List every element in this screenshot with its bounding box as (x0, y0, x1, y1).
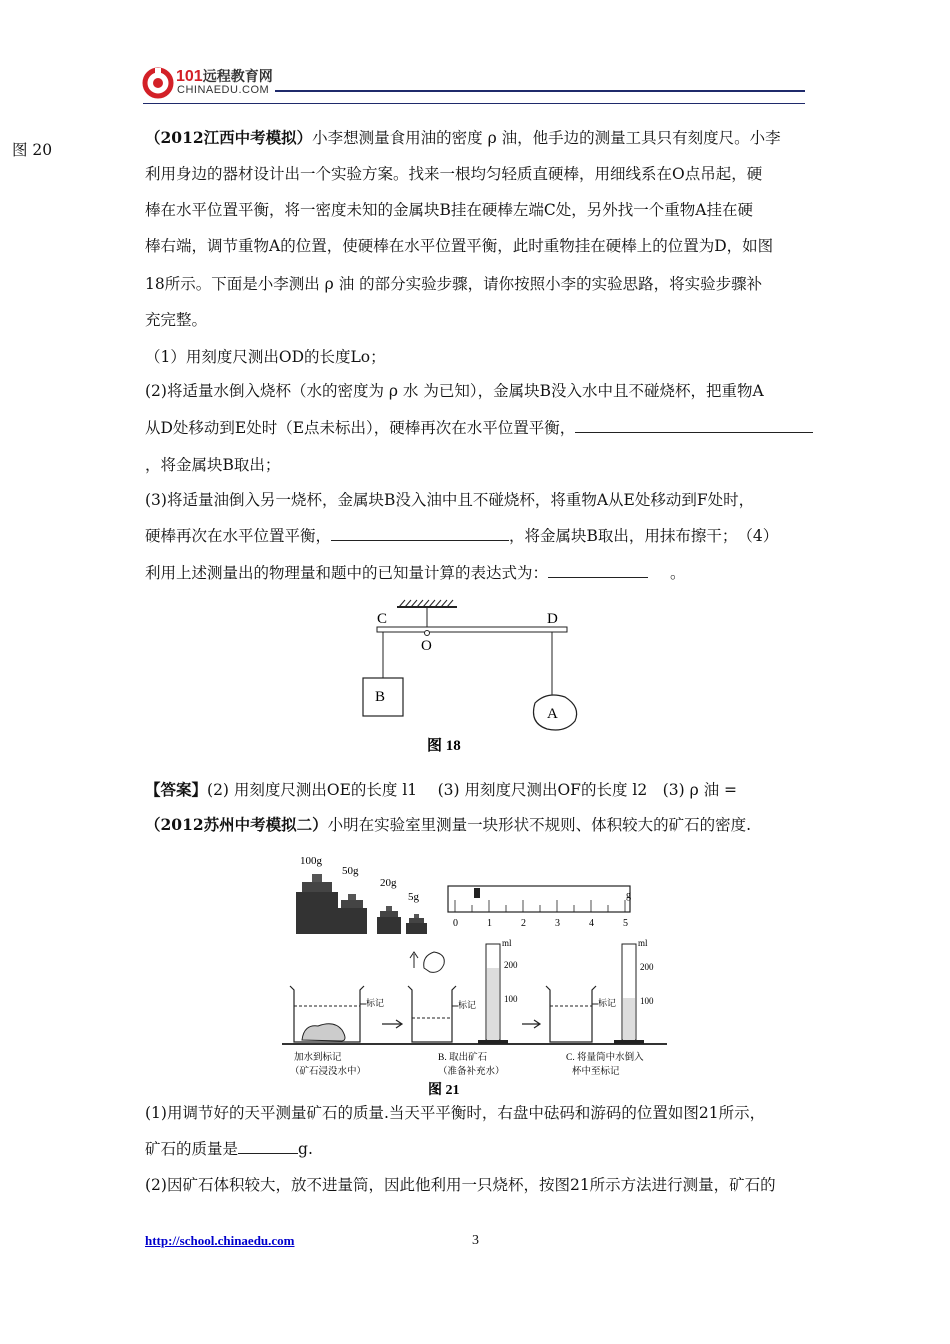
answer-blank-step2[interactable] (575, 418, 813, 433)
fig18-caption: 图 18 (427, 738, 461, 754)
q1-step2a: (2)将适量水倒入烧杯（水的密度为 ρ 水 为已知），金属块B没入水中且不碰烧杯，把重物A (145, 382, 764, 400)
q1-line-5: 充完整。 (145, 311, 208, 329)
answer-blank-mass[interactable] (238, 1139, 298, 1154)
header-rule (275, 90, 805, 92)
q1-step3b-pre: 硬棒再次在水平位置平衡， (145, 527, 332, 545)
q1-step2c: ，将金属块B取出； (145, 456, 281, 474)
q1-line-2: 棒在水平位置平衡，将一密度未知的金属块B挂在硬棒左端C处，另外找一个重物A挂在硬 (145, 201, 753, 219)
cylinder-2-ml: ml (638, 938, 648, 948)
beaker-a (290, 986, 384, 1042)
beaker-b (408, 952, 476, 1042)
weight-100g (296, 855, 338, 934)
logo-text: 远程教育网 (202, 68, 273, 84)
logo-domain: CHINAEDU.COM (177, 84, 270, 96)
cylinder-1-ml: ml (502, 938, 512, 948)
cylinder-1-200: 200 (504, 960, 518, 970)
figure-18 (355, 595, 585, 760)
ruler-tick-4: 4 (589, 918, 594, 929)
q2-part1b-post: g. (298, 1140, 313, 1158)
caption-a-1: 加水到标记 (294, 1053, 342, 1063)
answer-prefix: 【答案】 (145, 780, 208, 799)
mark-label-c: 标记 (598, 998, 617, 1008)
q1-step1: （1）用刻度尺测出OD的长度Lo； (145, 348, 386, 366)
weight-label-50g: 50g (342, 865, 359, 877)
cylinder-2-200: 200 (640, 962, 654, 972)
q1-step2b: 从D处移动到E处时（E点未标出），硬棒再次在水平位置平衡， (145, 419, 576, 437)
answer-text: (2) 用刻度尺测出OE的长度 l1 (3) 用刻度尺测出OF的长度 l2 (3) ρ 油 = (207, 781, 738, 799)
answer-blank-step3[interactable] (331, 526, 509, 541)
fig18-label-o: O (421, 638, 432, 654)
weight-20g (377, 877, 401, 934)
caption-c-2: 杯中至标记 (572, 1067, 620, 1077)
caption-c-1: C. 将量筒中水倒入 (566, 1053, 644, 1063)
q1-step4-pre: 利用上述测量出的物理量和题中的已知量计算的表达式为： (145, 564, 549, 582)
cylinder-1-100: 100 (504, 994, 518, 1004)
logo-icon (143, 68, 173, 98)
q1-line-4: 18所示。下面是小李测出 ρ 油 的部分实验步骤，请你按照小李的实验思路，将实验步骤补 (145, 275, 763, 293)
q1-line-3: 棒右端，调节重物A的位置，使硬棒在水平位置平衡，此时重物挂在硬棒上的位置为D，如图 (145, 237, 774, 255)
page-number: 3 (472, 1233, 479, 1248)
q1-source: （2012江西中考模拟） (145, 128, 313, 147)
side-label: 图 20 (12, 141, 53, 159)
q1-step3b-post: ，将金属块B取出，用抹布擦干； （4） (509, 527, 779, 545)
caption-a-2: （矿石浸没水中） (290, 1067, 367, 1077)
footer-link[interactable]: http://school.chinaedu.com (145, 1233, 295, 1248)
caption-b-1: B. 取出矿石 (438, 1053, 488, 1063)
weight-label-100g: 100g (300, 855, 322, 867)
fig18-label-a: A (547, 706, 558, 722)
weight-5g (406, 891, 427, 934)
logo-number: 101 (176, 68, 203, 85)
caption-b-2: （准备补充水） (438, 1067, 505, 1077)
ruler-tick-1: 1 (487, 918, 492, 929)
beaker-c (546, 986, 616, 1042)
figure-21 (282, 848, 667, 1098)
ruler-tick-3: 3 (555, 918, 560, 929)
q1-step3a: (3)将适量油倒入另一烧杯，金属块B没入油中且不碰烧杯，将重物A从E处移动到F处时， (145, 491, 755, 509)
q1-line-0: 小李想测量食用油的密度 ρ 油，他手边的测量工具只有刻度尺。小李 (312, 129, 781, 147)
answer-blank-step4[interactable] (548, 563, 648, 578)
graduated-cylinder-1 (478, 938, 518, 1044)
mark-label-b: 标记 (458, 1000, 477, 1010)
q2-part2: (2)因矿石体积较大，放不进量筒，因此他利用一只烧杯，按图21所示方法进行测量，矿石的 (145, 1176, 776, 1194)
balance-ruler (448, 886, 631, 929)
ruler-tick-5: 5 (623, 918, 628, 929)
q1-line-1: 利用身边的器材设计出一个实验方案。找来一根均匀轻质直硬棒，用细线系在O点吊起，硬 (145, 165, 763, 183)
header-rule-thin (143, 103, 805, 104)
graduated-cylinder-2 (614, 938, 654, 1044)
q2-part1a: (1)用调节好的天平测量矿石的质量.当天平平衡时，右盘中砝码和游码的位置如图21所示， (145, 1104, 766, 1122)
fig18-label-d: D (547, 611, 558, 627)
weight-label-20g: 20g (380, 877, 397, 889)
q1-step4-post: 。 (670, 564, 686, 582)
ruler-unit: g (626, 890, 631, 901)
mark-label-a: 标记 (366, 998, 385, 1008)
fig21-caption: 图 21 (428, 1083, 460, 1098)
ruler-tick-0: 0 (453, 918, 458, 929)
fig18-label-b: B (375, 689, 386, 705)
weight-label-5g: 5g (408, 891, 419, 903)
fig18-label-c: C (377, 611, 388, 627)
q2-source: （2012苏州中考模拟二） (145, 815, 328, 834)
q2-text: 小明在实验室里测量一块形状不规则、体积较大的矿石的密度. (327, 816, 752, 834)
q2-part1b-pre: 矿石的质量是 (145, 1140, 239, 1158)
ruler-tick-2: 2 (521, 918, 526, 929)
header (143, 66, 808, 106)
cylinder-2-100: 100 (640, 996, 654, 1006)
weight-50g (337, 865, 367, 934)
